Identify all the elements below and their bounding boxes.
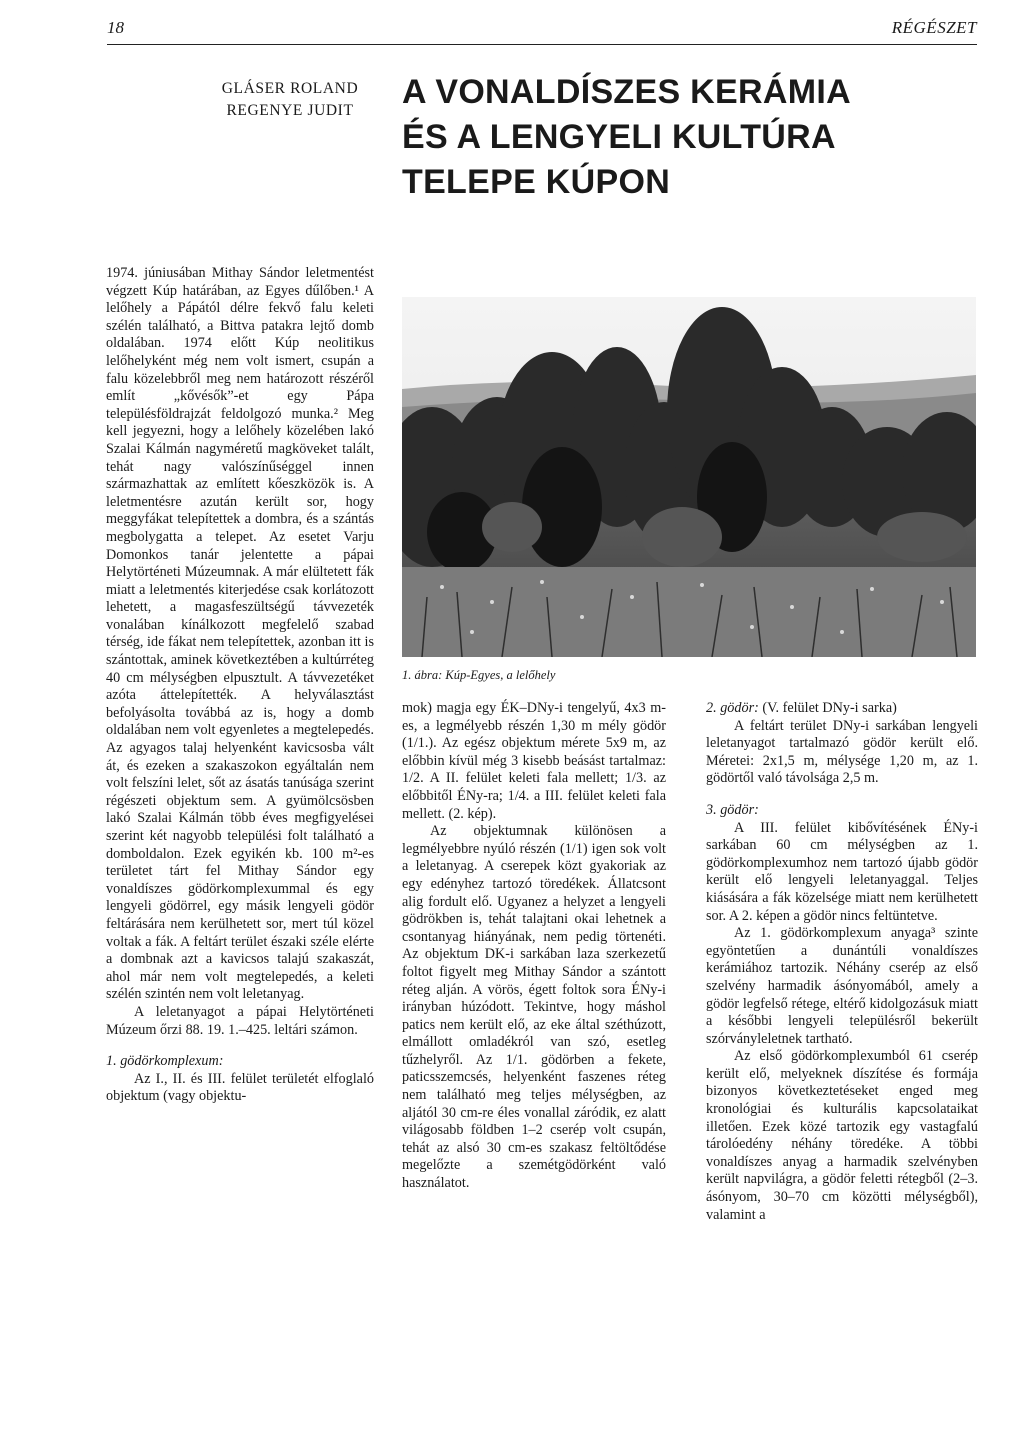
landscape-photo	[402, 297, 976, 657]
paragraph: A III. felület kibővítésének ÉNy-i sarkában 60 cm mélységben az 1. gödörkomplexumhoz nem tartozó újabb gödör került elő lengyeli leletanyaggal. Teljes kiásására a fák közelsége miatt nem kerülhetett sor. A 2. képen a gödör nincs feltüntetve.	[706, 819, 978, 924]
subheading-line	[706, 700, 978, 718]
authors	[200, 78, 380, 122]
paragraph: A feltárt terület DNy-i sarkában lengyeli leletanyagot tartalmazó gödör került elő. Méretei: 2x1,5 m, mélysége 1,20 m, az 1. gödörtől való távolsága 2,5 m.	[706, 717, 978, 787]
paragraph: Az első gödörkomplexumból 61 cserép került elő, melyeknek díszítése és formája bizonyos következtetéseket enged meg kronológiai és kulturális kapcsolataikat illetően. Ezek közé tartozik egy vastagfalú tárolóedény néhány töredéke. A többi vonaldíszes anyag a harmadik szelvényben került napvilágra, a gödör feletti rétegből (2–3. ásónyom, 30–70 cm közötti mélységből), valamint a	[706, 1048, 978, 1223]
spacer	[106, 1039, 374, 1053]
running-head	[107, 18, 977, 44]
author-name: REGENYE JUDIT	[226, 102, 354, 119]
text-column-1	[106, 265, 374, 1106]
section-name: RÉGÉSZET	[891, 18, 977, 37]
header-rule	[107, 44, 977, 45]
title-line: A VONALDÍSZES KERÁMIA	[402, 73, 851, 111]
title-line: TELEPE KÚPON	[402, 163, 671, 201]
site-photograph	[402, 297, 976, 657]
paragraph: Az I., II. és III. felület területét elfoglaló objektum (vagy objektu-	[106, 1070, 374, 1105]
subheading: 3. gödör:	[706, 801, 759, 818]
subheading-detail: (V. felület DNy-i sarka)	[758, 700, 897, 716]
paragraph: 1974. júniusában Mithay Sándor leletmentést végzett Kúp határában, az Egyes dűlőben.¹ A lelőhely a Pápától délre fekvő falu keleti szélén található, a Bittva patakra lejtő domb oldalában. 1974 előtt Kúp neolitikus lelőhelyként még nem volt ismert, csupán a falu közelebbről meg nem határozott részéről említ „kővésők”-et egy Pápa településföldrajzát feldolgozó munka.² Meg kell jegyezni, hogy a lelőhely közelében lakó Szalai Kálmán nagyméretű magköveket talált, tehát nagy valószínűséggel innen származhattak az említett kőeszközök is. A leletmentésre azután került sor, hogy meggyfákat telepítettek a dombra, és a szántás megbolygatta a telepet. Az esetet Varju Domonkos tanár jelentette a pápai Helytörténeti Múzeumnak. A már elültetett fák miatt a leletmentés kiterjedése csak korlátozott lehetett, a magasfeszültségű távvezeték vonalában kínálkozott megfelelő szabad térség, ide fákat nem telepítettek, azonban itt is szántottak, aminek következtében a kultúrréteg 40 cm mélységben elpusztult. A távvezetéket azóta áttelepítették. A helyválasztást befolyásolta továbbá az is, hogy a domb oldalában nem volt egyenletes a megtelepedés. Az agyagos talaj helyenként kavicsosba vált át, és ezeken a szakaszokon egyáltalán nem volt felszíni lelet, sőt az ásatás tanúsága szerint régészeti objektum sem. A gyümölcsösben lakó Szalai Kálmán több éves megfigyelései szerint két nagyobb települési folt található a domboldalon. Ezek egyikén kb. 100 m²-es területet tárt fel Mithay Sándor egy vonaldíszes gödörkomplexummal és egy lengyeli gödörrel, egy másik lengyeli gödör feltárására nem kerülhetett sor, mert túl közel voltak a fák. A feltárt terület északi széle elérte a dombnak azt a kavicsos talajú szakaszát, ahol már nem volt megtelepedés, a keleti szélén szintén nem volt leletanyag.	[106, 265, 374, 1003]
paragraph: mok) magja egy ÉK–DNy-i tengelyű, 4x3 m-es, a legmélyebb részén 1,30 m mély gödör (1/1.). Az egész objektum mérete 5x9 m, az előbbin kívül még 3 kisebb beásást tartalmaz: 1/2. A II. felület keleti fala mellett; 1/3. az előbbitől ÉNy-ra; 1/4. a III. felület keleti fala mellett. (2. kép).	[402, 700, 666, 822]
paragraph: Az 1. gödörkomplexum anyaga³ szinte egyöntetűen a dunántúli vonaldíszes kerámiához tartozik. Néhány cserép az első szelvény harmadik ásónyomából, amely a gödör legfelső rétege, eltérő kidolgozásuk miatt a későbbi lengyeli településről bekerült szórványleletnek tartható.	[706, 925, 978, 1047]
paragraph: Az objektumnak különösen a legmélyebbre nyúló részén (1/1) igen sok volt a leletanyag. A cserepek közt gyakoriak az egy edényhez tartozó töredékek. Állatcsont alig fordult elő. Ugyanez a helyzet a lengyeli gödrökben is, tehát talajtani okai lehetnek a csontanyag hiányának, nem pedig törtenéti. Az objektum DK-i sarkában laza szerkezetű foltot figyelt meg Mithay Sándor a szántott réteg alján. A vörös, égett foltok sora ÉNy-i irányban húzódott. Tekintve, hogy máshol patics nem került elő, az eke által széthúzott, elmállott omladékról van szó, esetleg tűzhelyről. Az 1/1. gödörben a fekete, paticsszemcsés, helyenként faszenes réteg nem található meg teljes mélységben, az aljától 30 cm-re éles vonallal záródik, ez alatt világosabb földben 1–2 cserép volt csupán, tehát az alsó 30 cm-es szakasz feltöltődése megelőzte a szemétgödörként való használatot.	[402, 823, 666, 1192]
figure-caption: 1. ábra: Kúp-Egyes, a lelőhely	[402, 668, 556, 682]
author-name: GLÁSER ROLAND	[221, 80, 359, 97]
subheading: 1. gödörkomplexum:	[106, 1053, 224, 1070]
paragraph: A leletanyagot a pápai Helytörténeti Múzeum őrzi 88. 19. 1.–425. leltári számon.	[106, 1003, 374, 1038]
page-number: 18	[107, 18, 124, 37]
text-column-2	[402, 700, 666, 1193]
subheading: 2. gödör:	[706, 700, 759, 716]
text-column-3	[706, 700, 978, 1224]
title-line: ÉS A LENGYELI KULTÚRA	[402, 118, 836, 156]
article-title	[402, 70, 962, 205]
spacer	[706, 788, 978, 802]
